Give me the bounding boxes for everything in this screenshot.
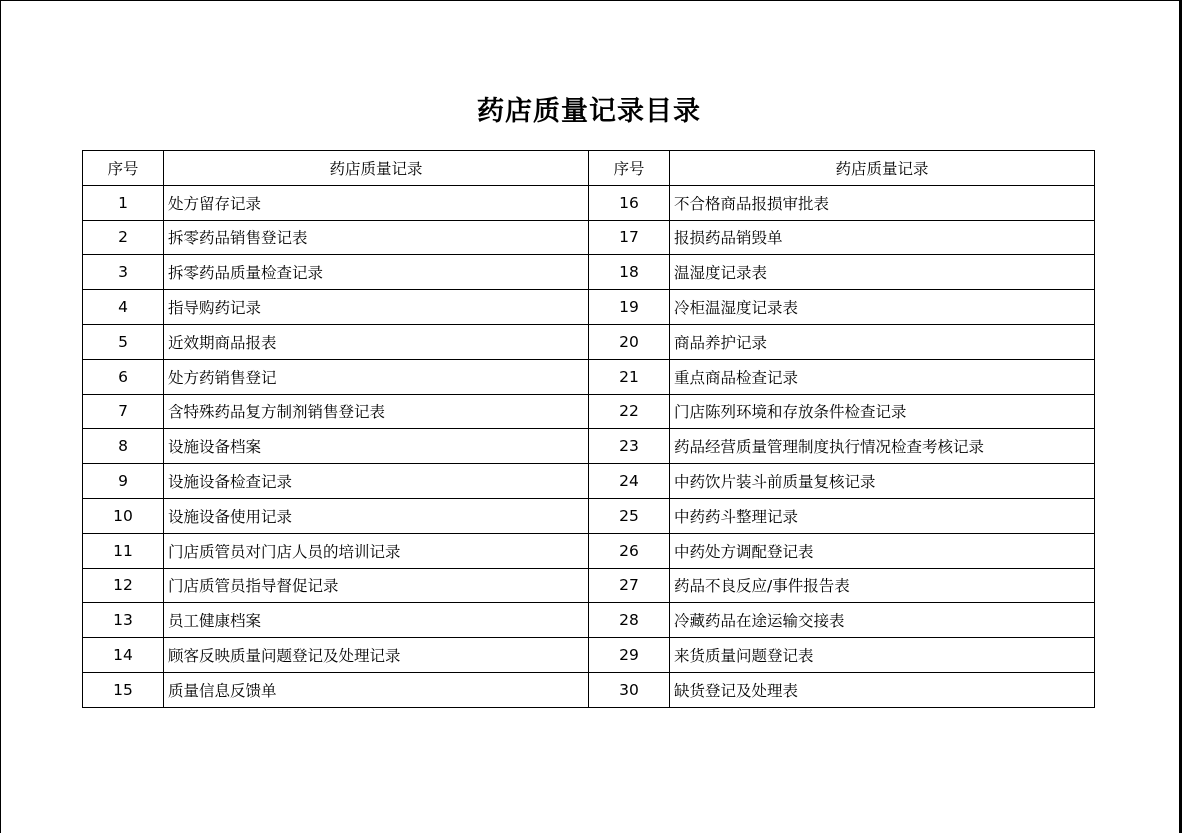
- row-right-name: 报损药品销毁单: [670, 220, 1095, 255]
- row-left-no: 11: [83, 533, 164, 568]
- row-right-no: 24: [589, 464, 670, 499]
- row-right-no: 21: [589, 359, 670, 394]
- table-row: [83, 255, 1095, 290]
- table-row: [83, 290, 1095, 325]
- row-right-no: 16: [589, 185, 670, 220]
- row-right-no: 30: [589, 672, 670, 707]
- header-name-right: 药店质量记录: [670, 151, 1095, 186]
- row-right-name: 缺货登记及处理表: [670, 672, 1095, 707]
- row-right-no: 19: [589, 290, 670, 325]
- row-right-no: 18: [589, 255, 670, 290]
- row-right-name: 温湿度记录表: [670, 255, 1095, 290]
- table-header-row: [83, 151, 1095, 186]
- row-left-no: 13: [83, 603, 164, 638]
- row-right-no: 28: [589, 603, 670, 638]
- row-left-no: 7: [83, 394, 164, 429]
- table-row: [83, 498, 1095, 533]
- row-right-name: 药品经营质量管理制度执行情况检查考核记录: [670, 429, 1095, 464]
- row-right-name: 中药饮片装斗前质量复核记录: [670, 464, 1095, 499]
- row-right-no: 25: [589, 498, 670, 533]
- row-right-name: 中药药斗整理记录: [670, 498, 1095, 533]
- row-right-name: 来货质量问题登记表: [670, 638, 1095, 673]
- table-row: [83, 324, 1095, 359]
- table-row: [83, 568, 1095, 603]
- row-left-no: 4: [83, 290, 164, 325]
- row-left-name: 含特殊药品复方制剂销售登记表: [164, 394, 589, 429]
- header-name-left: 药店质量记录: [164, 151, 589, 186]
- row-left-name: 处方留存记录: [164, 185, 589, 220]
- records-table: [82, 150, 1095, 708]
- header-no-right: 序号: [589, 151, 670, 186]
- row-left-name: 近效期商品报表: [164, 324, 589, 359]
- row-right-no: 27: [589, 568, 670, 603]
- row-right-name: 中药处方调配登记表: [670, 533, 1095, 568]
- row-right-name: 不合格商品报损审批表: [670, 185, 1095, 220]
- row-left-name: 处方药销售登记: [164, 359, 589, 394]
- table-row: [83, 672, 1095, 707]
- table-row: [83, 220, 1095, 255]
- row-left-no: 2: [83, 220, 164, 255]
- row-left-name: 设施设备检查记录: [164, 464, 589, 499]
- row-right-name: 冷柜温湿度记录表: [670, 290, 1095, 325]
- table-row: [83, 464, 1095, 499]
- row-right-no: 22: [589, 394, 670, 429]
- row-right-name: 冷藏药品在途运输交接表: [670, 603, 1095, 638]
- row-right-name: 药品不良反应/事件报告表: [670, 568, 1095, 603]
- row-left-name: 门店质管员指导督促记录: [164, 568, 589, 603]
- table-row: [83, 533, 1095, 568]
- row-left-no: 8: [83, 429, 164, 464]
- row-left-name: 指导购药记录: [164, 290, 589, 325]
- row-left-name: 拆零药品质量检查记录: [164, 255, 589, 290]
- row-right-name: 门店陈列环境和存放条件检查记录: [670, 394, 1095, 429]
- page-title: 药店质量记录目录: [477, 96, 701, 127]
- row-left-no: 1: [83, 185, 164, 220]
- row-right-name: 商品养护记录: [670, 324, 1095, 359]
- row-right-no: 17: [589, 220, 670, 255]
- row-left-no: 12: [83, 568, 164, 603]
- row-left-name: 门店质管员对门店人员的培训记录: [164, 533, 589, 568]
- row-left-no: 9: [83, 464, 164, 499]
- row-right-name: 重点商品检查记录: [670, 359, 1095, 394]
- table-row: [83, 359, 1095, 394]
- table-row: [83, 185, 1095, 220]
- row-left-name: 设施设备档案: [164, 429, 589, 464]
- row-left-name: 质量信息反馈单: [164, 672, 589, 707]
- table-row: [83, 429, 1095, 464]
- row-right-no: 23: [589, 429, 670, 464]
- row-left-no: 6: [83, 359, 164, 394]
- row-left-no: 10: [83, 498, 164, 533]
- header-no-left: 序号: [83, 151, 164, 186]
- table-row: [83, 603, 1095, 638]
- row-right-no: 29: [589, 638, 670, 673]
- row-left-name: 设施设备使用记录: [164, 498, 589, 533]
- table-row: [83, 394, 1095, 429]
- row-left-no: 15: [83, 672, 164, 707]
- row-right-no: 20: [589, 324, 670, 359]
- row-left-name: 顾客反映质量问题登记及处理记录: [164, 638, 589, 673]
- row-left-no: 3: [83, 255, 164, 290]
- table-row: [83, 638, 1095, 673]
- table-body: [83, 185, 1095, 707]
- row-left-no: 14: [83, 638, 164, 673]
- row-right-no: 26: [589, 533, 670, 568]
- row-left-name: 员工健康档案: [164, 603, 589, 638]
- row-left-no: 5: [83, 324, 164, 359]
- row-left-name: 拆零药品销售登记表: [164, 220, 589, 255]
